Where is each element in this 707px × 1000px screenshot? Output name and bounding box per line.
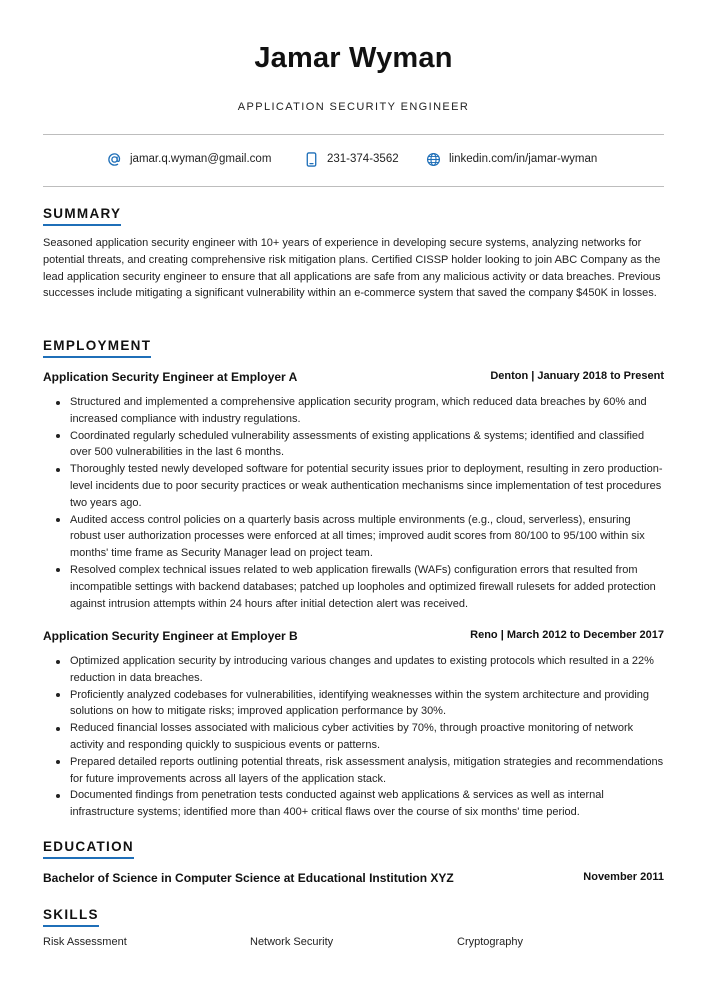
list-item: Optimized application security by introducing various changes and updates to existing protocols which resulted in a 22% reduction in data breaches. [43,653,664,687]
education-degree: Bachelor of Science in Computer Science at Educational Institution XYZ [43,871,454,885]
list-item: Resolved complex technical issues related to web application firewalls (WAFs) configuration errors that resulted from incompatible settings with backend databases; patched up loopholes and optimized firewall rulesets for added protection against intrusion attempts within 24 hours after initial detection alert was received. [43,562,664,612]
email-text: jamar.q.wyman@gmail.com [130,153,272,165]
job-b-bullets [43,653,664,821]
education-heading [43,839,134,859]
skill-item: Risk Assessment [43,936,127,948]
employment-heading-text: EMPLOYMENT [43,338,152,353]
summary-heading [43,206,121,226]
list-item: Thoroughly tested newly developed software for potential security issues prior to deployment, resulting in zero production-level incidents due to poor security practices or weak authentication mechanisms since implementation of test procedures two years ago. [43,461,664,511]
contact-phone[interactable] [304,150,399,168]
list-item: Documented findings from penetration tests conducted against web applications & services as well as internal infrastructure systems; identified more than 400+ critical flaws over the course of six months' time period. [43,787,664,821]
list-item: Coordinated regularly scheduled vulnerability assessments of existing applications & systems; identified and classified over 500 vulnerabilities in the last 6 months. [43,428,664,462]
employment-heading-underline [43,356,151,358]
list-item: Reduced financial losses associated with malicious cyber activities by 70%, through proactive monitoring of network activity and responding quickly to suspicious events or patterns. [43,720,664,754]
education-date: November 2011 [583,871,664,883]
skills-heading [43,907,99,927]
phone-text: 231-374-3562 [327,153,399,165]
skill-item: Network Security [250,936,334,948]
divider-top [43,134,664,135]
contact-linkedin[interactable] [426,150,597,168]
phone-icon [304,152,319,167]
education-heading-text: EDUCATION [43,839,134,854]
job-meta-b: Reno | March 2012 to December 2017 [470,629,664,641]
at-icon [107,152,122,167]
contact-email[interactable] [107,150,271,168]
summary-heading-underline [43,224,121,226]
candidate-name: Jamar Wyman [254,42,453,74]
summary-heading-text: SUMMARY [43,206,122,221]
skills-heading-text: SKILLS [43,907,99,922]
job-meta-a: Denton | January 2018 to Present [490,370,664,382]
list-item: Audited access control policies on a quarterly basis across multiple environments (e.g., cloud, serverless), ensuring robust user authorization processes were enforced at all times; improved audit scores from 80/100 to 95/100 within six months' time frame as Security Manager lead on project team. [43,512,664,562]
skills-list [43,936,664,948]
globe-icon [426,152,441,167]
job-title-subtitle: APPLICATION SECURITY ENGINEER [237,101,470,113]
list-item: Proficiently analyzed codebases for vulnerabilities, identifying weaknesses within the system architecture and providing solutions on how to mitigate risks; improved application performance by 30%. [43,687,664,721]
linkedin-text: linkedin.com/in/jamar-wyman [449,153,598,165]
job-title-a: Application Security Engineer at Employer A [43,370,298,384]
education-heading-underline [43,857,134,859]
skills-heading-underline [43,925,99,927]
list-item: Structured and implemented a comprehensive application security program, which reduced data breaches by 60% and increased compliance with industry regulations. [43,394,664,428]
divider-contact [43,186,664,187]
skill-item: Cryptography [457,936,524,948]
list-item: Prepared detailed reports outlining potential threats, risk assessment analysis, mitigation strategies and recommendations for future improvements across all layers of the application stack. [43,754,664,788]
job-a-bullets [43,394,664,612]
employment-heading [43,338,151,358]
summary-text: Seasoned application security engineer with 10+ years of experience in developing secure systems, analyzing networks for potential threats, and creating comprehensive risk mitigation plans. Certified CISSP holder looking to join ABC Company as the lead application security engineer to ensure that all applications are safe from any malicious activity or data breaches. Previous successes include mitigating a significant vulnerability within an e-commerce system that saved the company $450K in losses. [43,237,661,300]
job-title-b: Application Security Engineer at Employer B [43,629,298,643]
